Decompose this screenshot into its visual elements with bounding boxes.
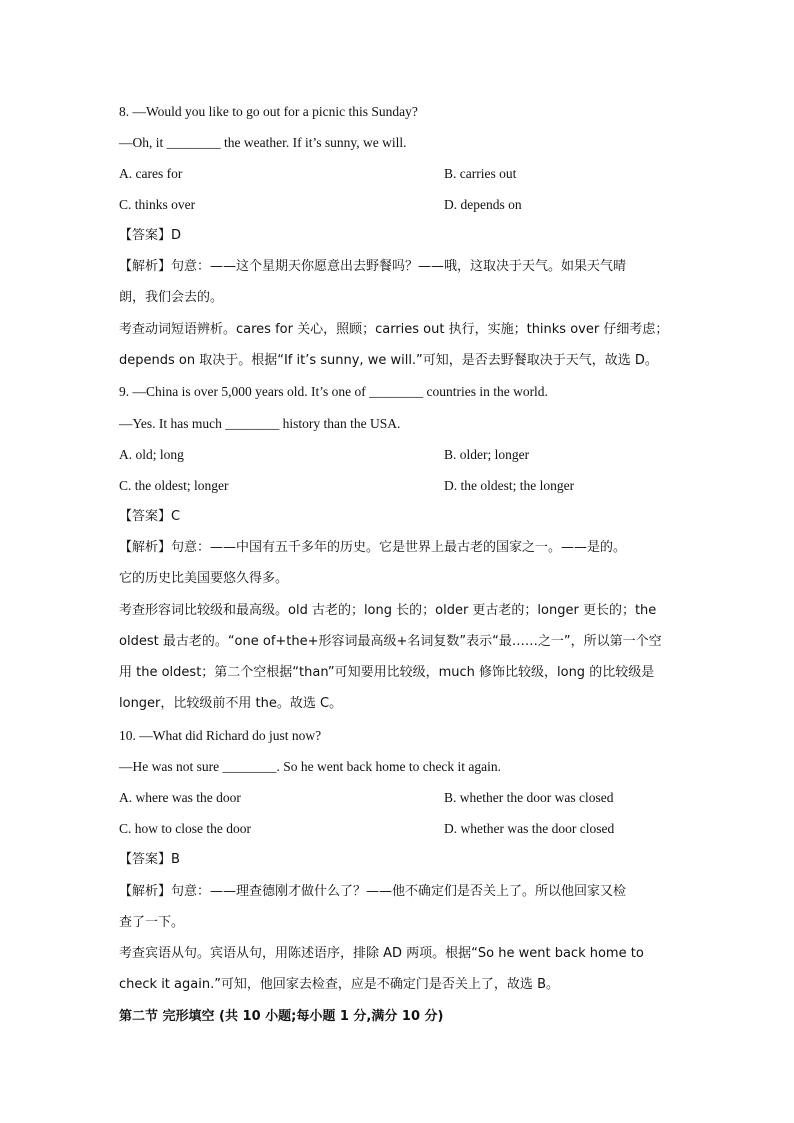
question-8-option-a: A. cares for — [119, 166, 183, 181]
question-9-answer: 【答案】C — [119, 509, 181, 524]
question-8-answer: 【答案】D — [119, 228, 182, 243]
question-9-option-d: D. the oldest; the longer — [444, 478, 575, 493]
question-8-analysis-line: depends on 取决于。根据“If it’s sunny, we will.”可知，是否去野餐取决于天气，故选 D。 — [119, 353, 658, 368]
question-9-stem: 9. —China is over 5,000 years old. It’s one of ________ countries in the world. — [119, 384, 548, 399]
question-9-analysis-line: 用 the oldest；第二个空根据“than”可知要用比较级，much 修饰比较级，long 的比较级是 — [119, 665, 655, 680]
question-9-analysis-line: 【解析】句意：——中国有五千多年的历史。它是世界上最古老的国家之一。——是的。 — [119, 540, 627, 555]
question-10-analysis-line: 查了一下。 — [119, 915, 185, 930]
question-10-analysis-line: 考查宾语从句。宾语从句，用陈述语序，排除 AD 两项。根据“So he went back home to — [119, 946, 644, 961]
question-9-analysis-line: oldest 最古老的。“one of+the+形容词最高级+名词复数”表示“最……之一”，所以第一个空 — [119, 634, 662, 649]
question-8-option-d: D. depends on — [444, 197, 522, 212]
question-8-option-c: C. thinks over — [119, 197, 196, 212]
question-10-option-c: C. how to close the door — [119, 821, 251, 836]
question-9-analysis-line: 它的历史比美国要悠久得多。 — [119, 571, 289, 586]
question-10-reply: —He was not sure ________. So he went back home to check it again. — [119, 759, 502, 774]
question-10-analysis-line: 【解析】句意：——理查德刚才做什么了？——他不确定们是否关上了。所以他回家又检 — [119, 884, 627, 899]
question-9-option-b: B. older; longer — [444, 447, 530, 462]
question-9-analysis-line: 考查形容词比较级和最高级。old 古老的；long 长的；older 更古老的；longer 更长的；the — [119, 603, 657, 618]
question-9-option-a: A. old; long — [119, 447, 184, 462]
question-8-reply: —Oh, it ________ the weather. If it’s sunny, we will. — [119, 135, 407, 150]
question-8-option-b: B. carries out — [444, 166, 517, 181]
question-10-answer: 【答案】B — [119, 852, 180, 867]
question-9-option-c: C. the oldest; longer — [119, 478, 229, 493]
question-8-analysis-line: 【解析】句意：——这个星期天你愿意出去野餐吗？——哦，这取决于天气。如果天气晴 — [119, 259, 627, 274]
question-10-option-a: A. where was the door — [119, 790, 241, 805]
question-10-option-d: D. whether was the door closed — [444, 821, 615, 836]
question-10-option-b: B. whether the door was closed — [444, 790, 614, 805]
section-heading: 第二节 完形填空 (共 10 小题;每小题 1 分,满分 10 分) — [119, 1009, 444, 1024]
question-8-stem: 8. —Would you like to go out for a picnic this Sunday? — [119, 104, 418, 119]
question-10-analysis-line: check it again.”可知，他回家去检查，应是不确定门是否关上了，故选 B。 — [119, 977, 559, 992]
question-9-reply: —Yes. It has much ________ history than the USA. — [119, 416, 401, 431]
question-9-analysis-line: longer，比较级前不用 the。故选 C。 — [119, 696, 343, 711]
question-8-analysis-line: 考查动词短语辨析。cares for 关心，照顾；carries out 执行，实施；thinks over 仔细考虑； — [119, 322, 669, 337]
question-8-analysis-line: 朗，我们会去的。 — [119, 290, 224, 305]
question-10-stem: 10. —What did Richard do just now? — [119, 728, 322, 743]
